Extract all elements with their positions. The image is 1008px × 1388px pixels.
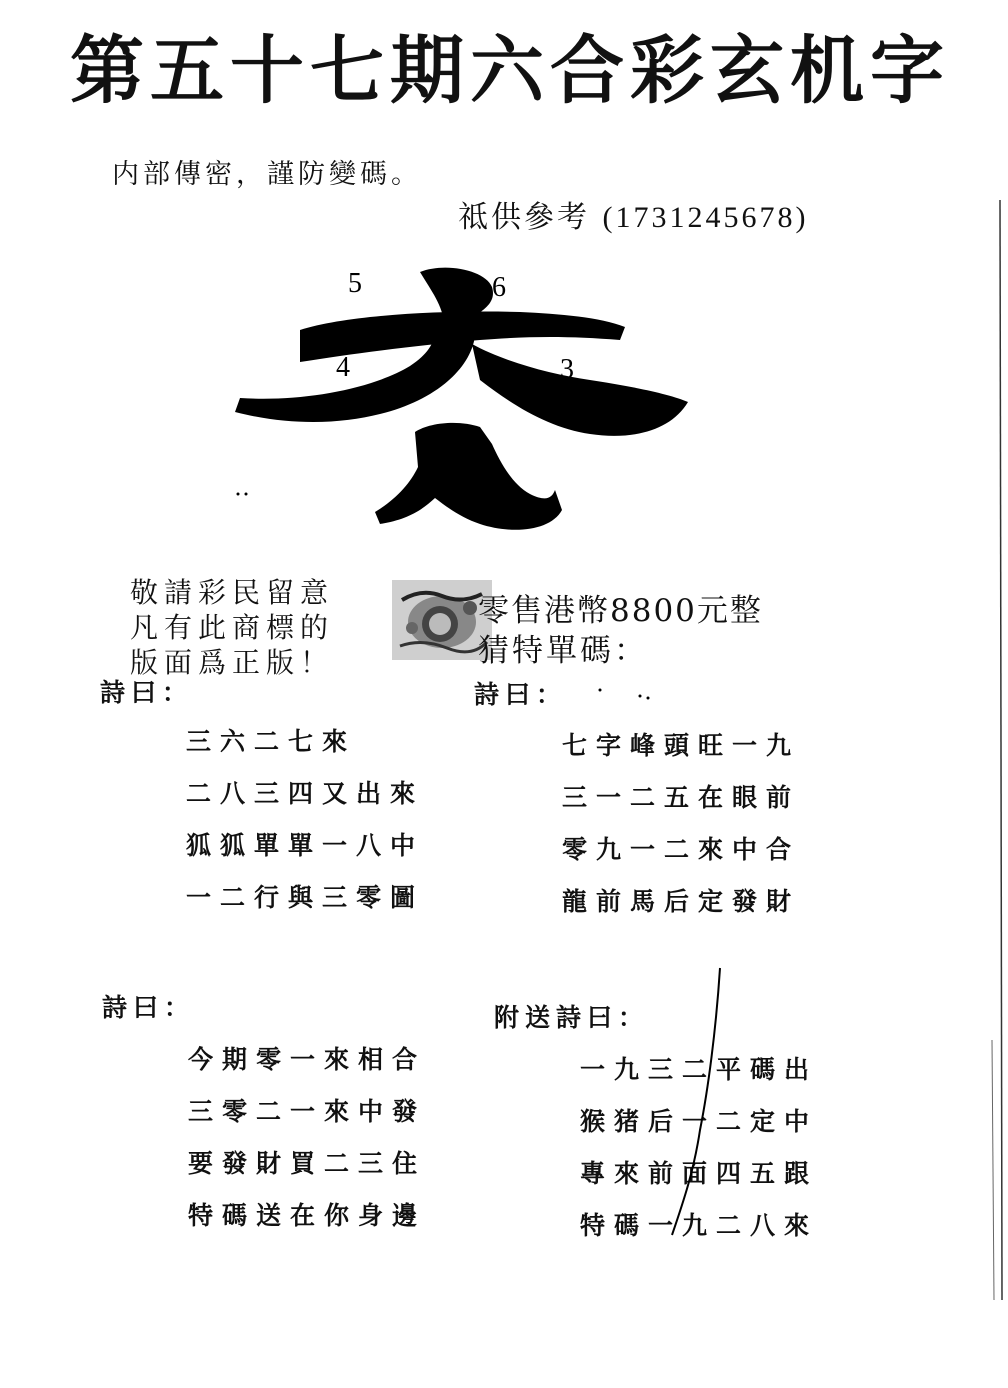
poem-line: 二八三四又出來 bbox=[186, 779, 425, 808]
emblem-digit-6: 6 bbox=[492, 272, 506, 303]
poem-heading: 詩曰： bbox=[100, 678, 194, 707]
poem-block bbox=[188, 1040, 426, 1248]
poem-line: 專來前面四五跟 bbox=[580, 1159, 819, 1188]
calligraphy-emblem bbox=[230, 262, 700, 542]
reference-number: (1731245678) bbox=[602, 201, 809, 234]
retail-price: 零售港幣8800元整 bbox=[478, 593, 763, 629]
emblem-right-sweep bbox=[472, 344, 688, 436]
emblem-digit-5: 5 bbox=[348, 268, 362, 299]
warning-line: 凡有此商標的 bbox=[130, 611, 335, 644]
trademark-warning bbox=[130, 575, 334, 680]
poem-line: 零九一二來中合 bbox=[562, 835, 801, 864]
emblem-digit-3: 3 bbox=[560, 354, 574, 385]
poem-block bbox=[186, 722, 424, 930]
warning-line: 敬請彩民留意 bbox=[130, 576, 335, 609]
poem-line: 三零二一來中發 bbox=[188, 1097, 427, 1126]
poem-line: 龍前馬后定發財 bbox=[562, 887, 801, 916]
poem-heading: 詩曰： bbox=[474, 680, 568, 709]
page-title: 第五十七期六合彩玄机字 bbox=[70, 28, 950, 114]
guess-special-number: 猜特單碼： bbox=[478, 633, 648, 669]
poem-line: 三六二七來 bbox=[186, 727, 357, 756]
secret-notice: 内部傳密，謹防變碼。 bbox=[112, 159, 422, 190]
poem-line: 狐狐單單一八中 bbox=[186, 831, 425, 860]
poem-line: 特碼一九二八來 bbox=[580, 1211, 819, 1240]
poem-block bbox=[580, 1050, 818, 1258]
warning-line: 版面爲正版！ bbox=[130, 646, 335, 679]
poem-line: 七字峰頭旺一九 bbox=[562, 731, 801, 760]
poem-heading: 詩曰： bbox=[102, 993, 196, 1022]
emblem-digit-4: 4 bbox=[336, 352, 350, 383]
poem-line: 猴猪后一二定中 bbox=[580, 1107, 819, 1136]
poem-line: 三一二五在眼前 bbox=[562, 783, 801, 812]
reference-line bbox=[458, 192, 809, 236]
emblem-lower-character bbox=[375, 423, 562, 530]
poem-block bbox=[562, 726, 800, 934]
trademark-logo bbox=[392, 580, 492, 660]
poem-line: 今期零一來相合 bbox=[188, 1045, 427, 1074]
poem-line: 特碼送在你身邊 bbox=[188, 1201, 427, 1230]
poem-line: 一二行與三零圖 bbox=[186, 883, 425, 912]
reference-label: 祗供參考 bbox=[458, 200, 590, 235]
poem-line: 要發財買二三住 bbox=[188, 1149, 427, 1178]
poem-heading: 附送詩曰： bbox=[494, 1003, 650, 1032]
poem-line: 一九三二平碼出 bbox=[580, 1055, 819, 1084]
